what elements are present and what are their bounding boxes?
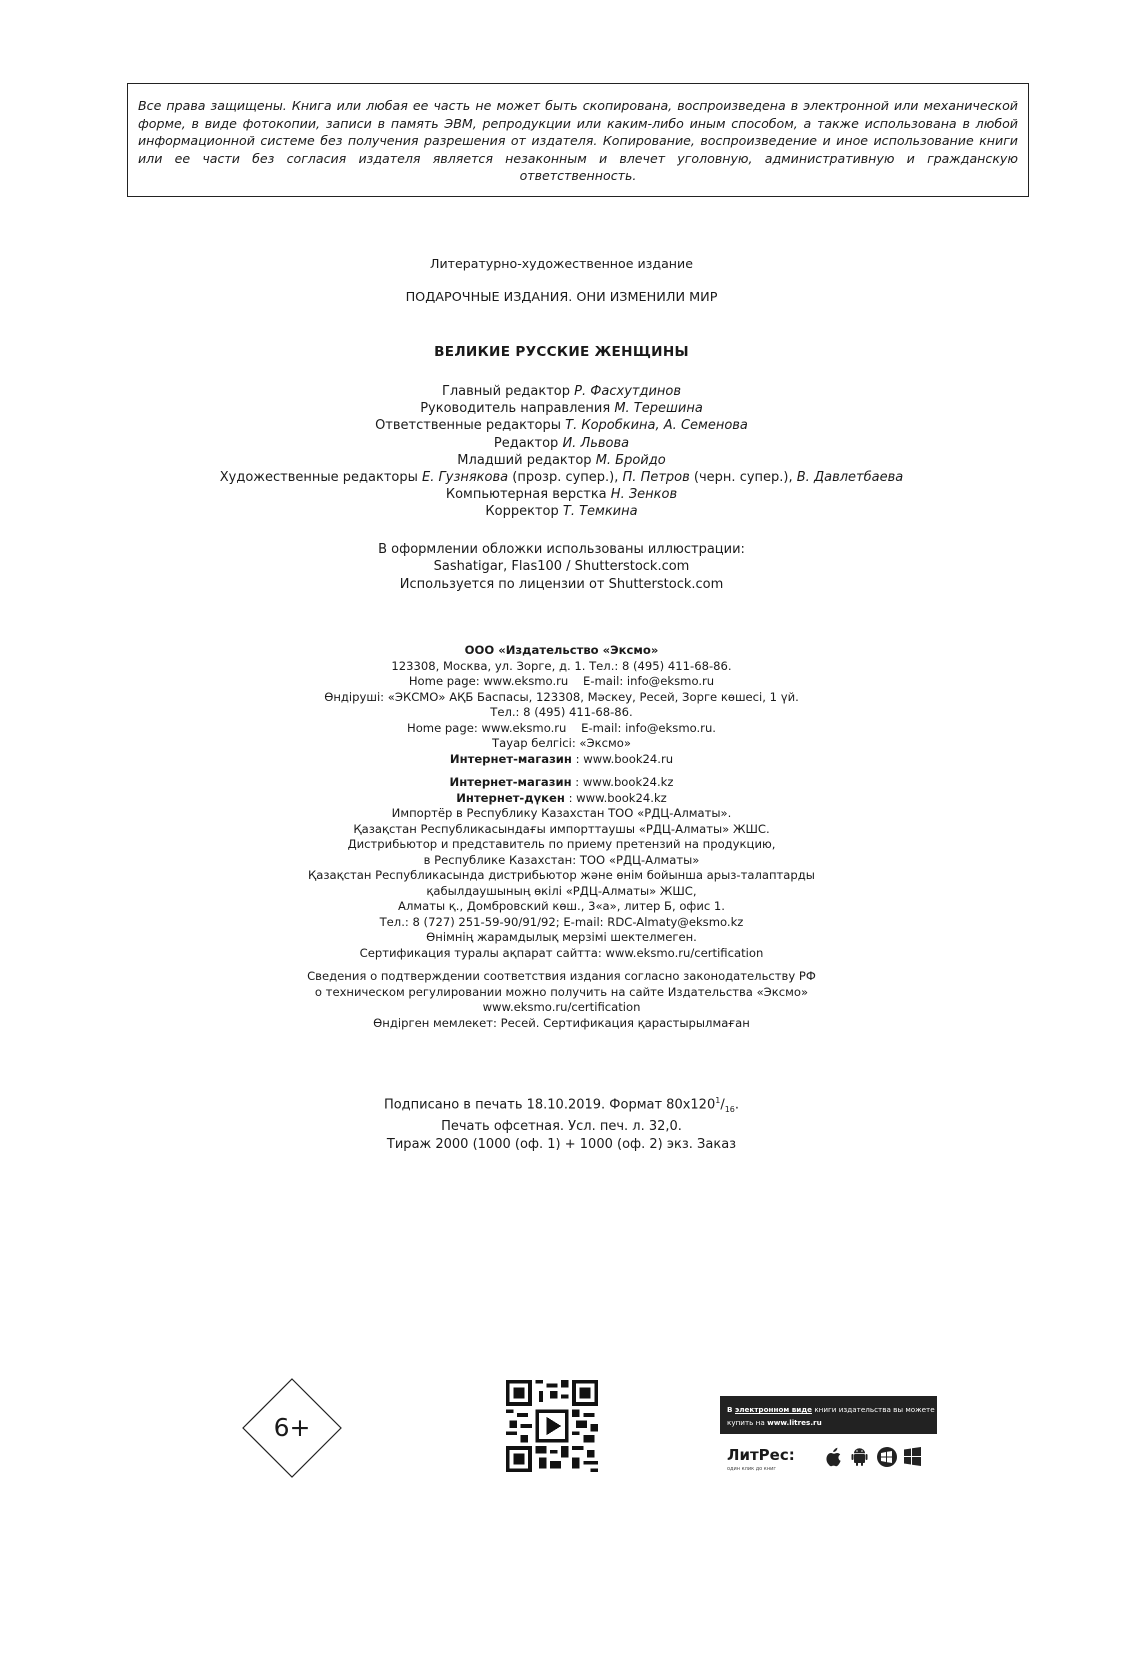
print-info bbox=[0, 1092, 1123, 1153]
windows-phone-icon bbox=[877, 1447, 897, 1467]
cover-credits bbox=[0, 541, 1123, 593]
cover-line: Sashatigar, Flas100 / Shutterstock.com bbox=[433, 559, 690, 575]
copyright-notice-box bbox=[127, 83, 1029, 197]
shop-ru: Интернет-магазин : www.book24.ru bbox=[449, 751, 674, 766]
publisher-line: Тел.: 8 (727) 251-59-90/91/92; E-mail: RDC-Almaty@eksmo.kz bbox=[379, 914, 744, 929]
publisher-line: Өнімнің жарамдылық мерзімі шектелмеген. bbox=[426, 930, 697, 944]
publisher-line: Өндірген мемлекет: Ресей. Сертификация қарастырылмаған bbox=[373, 1015, 750, 1030]
publisher-line: 123308, Москва, ул. Зорге, д. 1. Тел.: 8 (495) 411-68-86. bbox=[391, 658, 732, 673]
apple-icon bbox=[826, 1448, 840, 1467]
publisher-line: Тел.: 8 (495) 411-68-86. bbox=[490, 705, 633, 719]
publisher-line: Сертификация туралы ақпарат сайтта: www.eksmo.ru/certification bbox=[359, 945, 764, 960]
book-title: ВЕЛИКИЕ РУССКИЕ ЖЕНЩИНЫ bbox=[434, 344, 689, 360]
shop-kk: Интернет-дүкен : www.book24.kz bbox=[456, 790, 667, 805]
edition-type: Литературно-художественное издание bbox=[430, 256, 693, 271]
publisher-line: Дистрибьютор и представитель по приему претензий на продукцию, bbox=[347, 837, 776, 851]
litres-banner: В электронном виде книги издательства вы можете купить на www.litres.ru bbox=[720, 1396, 937, 1434]
publisher-line: Өндіруші: «ЭКСМО» АҚБ Баспасы, 123308, Мәскеу, Ресей, Зорге көшесі, 1 үй. bbox=[324, 689, 799, 704]
print-signed: Подписано в печать 18.10.2019. Формат $80x120^1/_{16}$. bbox=[383, 1096, 740, 1114]
windows-icon bbox=[904, 1447, 921, 1466]
platform-icons bbox=[824, 1444, 937, 1470]
credit-proofreader: Корректор Т. Темкина bbox=[485, 504, 638, 520]
credit-chief-editor: Главный редактор Р. Фасхутдинов bbox=[441, 384, 682, 399]
publisher-line: Қазақстан Республикасындағы импорттаушы «РДЦ-Алматы» ЖШС. bbox=[353, 821, 770, 836]
publisher-line: Тауар белгісі: «Эксмо» bbox=[492, 736, 631, 750]
cover-line: В оформлении обложки использованы иллюстрации: bbox=[378, 542, 745, 557]
series-name: ПОДАРОЧНЫЕ ИЗДАНИЯ. ОНИ ИЗМЕНИЛИ МИР bbox=[405, 290, 718, 305]
litres-logo: ЛитРес: bbox=[727, 1446, 795, 1464]
credit-art-editors: Художественные редакторы Е. Гузнякова (прозр. супер.), П. Петров (черн. супер.), В. Давлетбаева bbox=[219, 470, 904, 486]
age-rating: 6+ bbox=[273, 1413, 311, 1442]
credit-direction-head: Руководитель направления М. Терешина bbox=[420, 401, 703, 417]
copyright-notice-text: Все права защищены. Книга или любая ее часть не может быть скопирована, воспроизведена в электронной или механической форме, в виде фотокопии, записи в память ЭВМ, репродукции или каким-либо иным способом, а также использована в любой информационной системе без получения разрешения от издателя. Копирование, воспроизведение и иное использование книги или ее части без согласия издателя является незаконным и влечет уголовную, административную и гражданскую ответственность. bbox=[138, 98, 1018, 184]
publisher-block bbox=[0, 643, 1123, 1031]
publisher-line: о техническом регулировании можно получить на сайте Издательства «Эксмо» bbox=[314, 984, 809, 999]
credit-responsible-editors: Ответственные редакторы Т. Коробкина, А. Семенова bbox=[375, 418, 748, 434]
publisher-line: Сведения о подтверждении соответствия издания согласно законодательству РФ bbox=[307, 969, 816, 983]
credits-block bbox=[0, 383, 1123, 521]
publisher-name: ООО «Издательство «Эксмо» bbox=[464, 643, 659, 657]
publisher-line: Home page: www.eksmo.ru E-mail: info@eksmo.ru bbox=[408, 674, 715, 688]
cover-line: Используется по лицензии от Shutterstock.com bbox=[399, 576, 724, 592]
publisher-line: в Республике Казахстан: ТОО «РДЦ-Алматы» bbox=[423, 852, 700, 867]
credit-junior-editor: Младший редактор М. Бройдо bbox=[457, 452, 666, 468]
publisher-line: Алматы қ., Домбровский көш., 3«а», литер Б, офис 1. bbox=[398, 899, 725, 913]
credit-editor: Редактор И. Львова bbox=[493, 435, 630, 451]
android-icon bbox=[852, 1448, 868, 1466]
qr-code-icon bbox=[506, 1380, 598, 1472]
print-run: Тираж 2000 (1000 (оф. 1) + 1000 (оф. 2) экз. Заказ bbox=[386, 1136, 737, 1152]
litres-tagline: один клик до книг bbox=[727, 1466, 776, 1472]
shop-kz: Интернет-магазин : www.book24.kz bbox=[449, 775, 674, 789]
publisher-line: қабылдаушының өкілі «РДЦ-Алматы» ЖШС, bbox=[426, 883, 697, 898]
print-type: Печать офсетная. Усл. печ. л. 32,0. bbox=[441, 1119, 682, 1135]
litres-ad bbox=[720, 1396, 937, 1488]
credit-layout: Компьютерная верстка Н. Зенков bbox=[445, 487, 678, 503]
publisher-line: Импортёр в Республику Казахстан ТОО «РДЦ-Алматы». bbox=[391, 806, 732, 820]
publisher-line: www.eksmo.ru/certification bbox=[482, 1000, 641, 1014]
publisher-line: Home page: www.eksmo.ru E-mail: info@eksmo.ru. bbox=[407, 720, 716, 735]
publisher-line: Қазақстан Республикасында дистрибьютор және өнім бойынша арыз-талаптарды bbox=[308, 868, 815, 882]
